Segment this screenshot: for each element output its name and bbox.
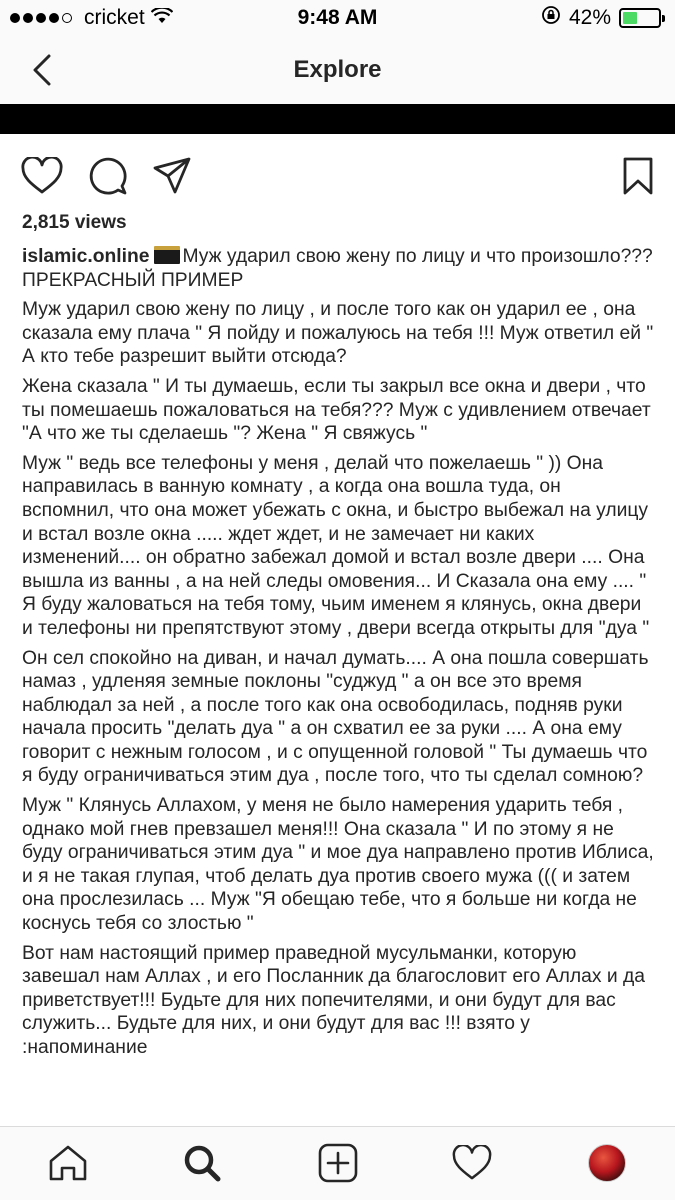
caption-paragraph: Вот нам настоящий пример праведной мусульманки, которую завешал нам Аллах , и его Посланник да благословит его Аллах и да приветствует!!! Будьте для них попечителями, и они будут для вас служить... Будьте для них, и они будут для вас !!! взято у :напоминание <box>22 942 645 1058</box>
caption-paragraph: Он сел спокойно на диван, и начал думать.... А она пошла совершать намаз , удленяя земные поклоны "суджуд " а он все это время наблюдал за ней , а после того как она освободилась, подняв руки начала просить "делать дуа " а он схватил ее за руки .... А она ему говорит с нежным голосом , и с опущенной головой " Ты думаешь что я буду ограничиваться этим дуа , после того, что ты сделал сомною? <box>22 647 649 787</box>
status-bar <box>0 0 675 36</box>
home-icon <box>48 1144 88 1182</box>
tab-bar <box>0 1126 675 1200</box>
tab-activity[interactable] <box>450 1141 494 1185</box>
like-button[interactable] <box>20 154 64 198</box>
caption-paragraph: Муж " ведь все телефоны у меня , делай что пожелаешь " )) Она направилась в ванную комнату , а когда она вошла туда, он вспомнил, что она может убежать с окна, и быстро выбежал на улицу и встал возле окна ..... ждет ждет, и не замечает ни каких изменений.... он обратно забежал домой и встал возле двери .... Она вышла из ванны , а на ней следы омовения... И Сказала она ему .... " Я буду жаловаться на тебя тому, чьим именем я клянусь, окна двери и телефоны ни препятствуют этому , двери всегда открыты для "дуа " <box>22 452 650 639</box>
status-time: 9:48 AM <box>297 6 378 29</box>
status-right <box>541 5 661 31</box>
tab-profile[interactable] <box>585 1141 629 1185</box>
nav-bar <box>0 36 675 104</box>
comment-button[interactable] <box>86 154 130 198</box>
bookmark-icon <box>622 156 654 196</box>
tab-home[interactable] <box>46 1141 90 1185</box>
comment-icon <box>88 156 128 196</box>
tab-search[interactable] <box>180 1141 224 1185</box>
page-title: Explore <box>293 56 382 83</box>
add-post-icon <box>318 1143 358 1183</box>
battery-percent: 42% <box>568 6 611 29</box>
view-count: 2,815 views <box>22 212 127 233</box>
battery-icon <box>619 8 661 28</box>
tab-add-post[interactable] <box>316 1141 360 1185</box>
caption-title: Муж ударил свою жену по лицу и что произошло??? ПРЕКРАСНЫЙ ПРИМЕР <box>22 246 653 291</box>
post-caption <box>22 245 654 1066</box>
save-button[interactable] <box>616 154 660 198</box>
caption-paragraph: Муж " Клянусь Аллахом, у меня не было намерения ударить тебя , однако мой гнев превзашел меня!!! Она сказала " И по этому я не буду ограничиваться этим дуа " и мое дуа направлено против Иблиса, и я не такая глупая, чтоб делать дуа против своего мужа ((( и затем она прослезилась ... Муж "Я обещаю тебе, что я больше ни когда не коснусь тебя со злостью " <box>22 795 654 935</box>
post-actions <box>0 150 675 200</box>
caption-header <box>22 245 654 292</box>
share-button[interactable] <box>150 154 194 198</box>
username-link[interactable]: islamic.online <box>22 246 150 267</box>
profile-avatar <box>588 1144 626 1182</box>
battery-level <box>623 12 637 24</box>
share-icon <box>152 156 192 196</box>
orientation-lock-icon <box>541 5 561 31</box>
activity-heart-icon <box>452 1145 492 1181</box>
heart-icon <box>21 157 63 195</box>
media-bottom-edge <box>0 104 675 134</box>
carrier-name: cricket <box>84 6 145 29</box>
kaaba-emoji-icon <box>154 246 180 264</box>
caption-paragraph: Муж ударил свою жену по лицу , и после того как он ударил ее , она сказала ему плача " Я пойду и пожалуюсь на тебя !!! Муж ответил ей " А кто тебе разрешит выйти отсюда? <box>22 299 654 368</box>
search-icon <box>182 1143 222 1183</box>
caption-paragraph: Жена сказала " И ты думаешь, если ты закрыл все окна и двери , что ты помешаешь пожаловаться на тебя??? Муж с удивлением отвечает "А что же ты сделаешь "? Жена " Я свяжусь " <box>22 375 651 445</box>
